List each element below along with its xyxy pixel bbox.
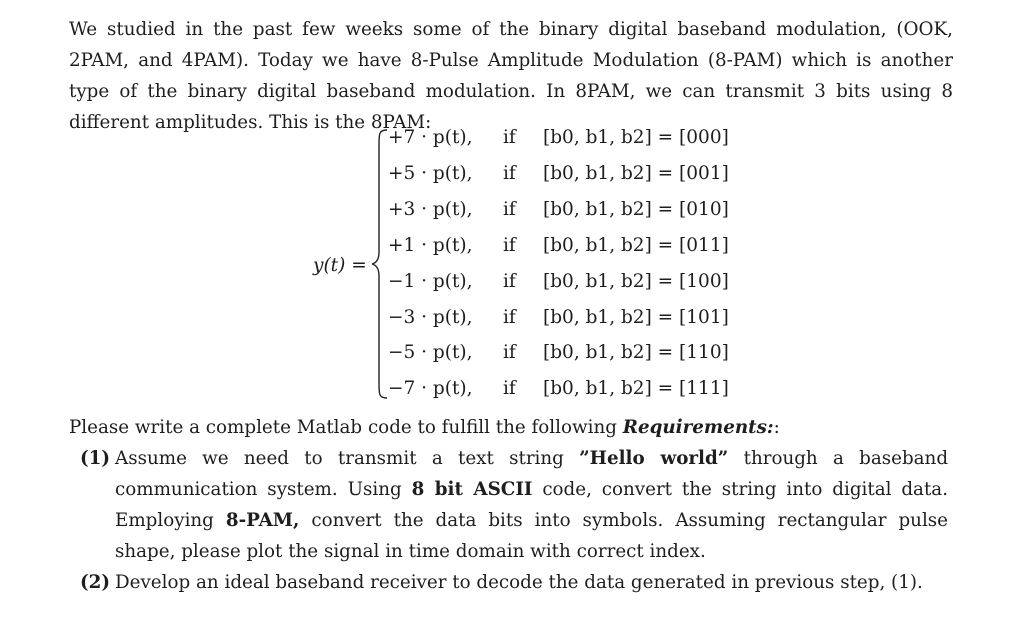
case-bit-pattern: [b0, b1, b2] = [110] xyxy=(543,342,729,364)
requirement-text: Assume we need to transmit a text string xyxy=(115,448,564,469)
case-condition-if: if xyxy=(503,306,516,328)
case-condition-if: if xyxy=(503,270,516,292)
case-coefficient: +5 · p(t), xyxy=(388,162,473,184)
case-coefficient: +3 · p(t), xyxy=(388,198,473,220)
requirement-number: (1) xyxy=(80,448,111,469)
case-condition-if: if xyxy=(503,198,516,220)
case-coefficient: −5 · p(t), xyxy=(388,342,473,364)
case-bit-pattern: [b0, b1, b2] = [010] xyxy=(543,198,729,220)
requirements-lead-text: Please write a complete Matlab code to fulfill the following xyxy=(69,417,617,438)
case-bit-pattern: [b0, b1, b2] = [000] xyxy=(543,127,729,148)
requirement-text: convert the data bits into symbols. Assuming rectangular pulse shape, please plot the signal in time domain with correct index. xyxy=(115,510,948,562)
case-coefficient: +7 · p(t), xyxy=(388,127,473,148)
case-coefficient: −3 · p(t), xyxy=(388,306,473,328)
requirement-body xyxy=(115,443,948,567)
hello-world-string: ”Hello world” xyxy=(579,448,729,469)
case-condition-if: if xyxy=(503,234,516,256)
ascii-term: 8 bit ASCII xyxy=(411,479,533,500)
equation-lhs xyxy=(313,254,367,278)
equation-lhs-text: y(t) = xyxy=(313,255,367,276)
requirement-text: code, convert the string into digital data. Employing xyxy=(115,479,949,531)
case-bit-pattern: [b0, b1, b2] = [101] xyxy=(543,306,729,328)
case-condition-if: if xyxy=(503,162,516,184)
case-condition-if: if xyxy=(503,127,516,148)
requirements-heading: Requirements: xyxy=(622,417,774,438)
case-condition-if: if xyxy=(503,378,516,400)
requirements-lead-tail: : xyxy=(773,417,780,438)
case-coefficient: −1 · p(t), xyxy=(388,270,473,292)
pam-term: 8-PAM, xyxy=(225,510,300,531)
requirement-body: Develop an ideal baseband receiver to decode the data generated in previous step, (1). xyxy=(115,572,923,593)
case-condition-if: if xyxy=(503,342,516,364)
case-coefficient: +1 · p(t), xyxy=(388,234,473,256)
requirement-number: (2) xyxy=(80,572,111,593)
requirements-lead xyxy=(69,412,953,443)
left-curly-brace xyxy=(370,128,390,400)
case-bit-pattern: [b0, b1, b2] = [011] xyxy=(543,234,729,256)
case-coefficient: −7 · p(t), xyxy=(388,378,473,400)
case-bit-pattern: [b0, b1, b2] = [111] xyxy=(543,378,729,400)
case-bit-pattern: [b0, b1, b2] = [100] xyxy=(543,270,729,292)
requirement-text: through a baseband communication system. Using xyxy=(115,448,949,500)
case-bit-pattern: [b0, b1, b2] = [001] xyxy=(543,162,729,184)
intro-paragraph: We studied in the past few weeks some of the binary digital baseband modulation, (OOK, 2PAM, and 4PAM). Today we have 8-Pulse Amplitude Modulation (8-PAM) which is another type of the binary digital baseband modulation. In 8PAM, we can transmit 3 bits using 8 different amplitudes. This is the 8PAM: xyxy=(69,19,953,133)
